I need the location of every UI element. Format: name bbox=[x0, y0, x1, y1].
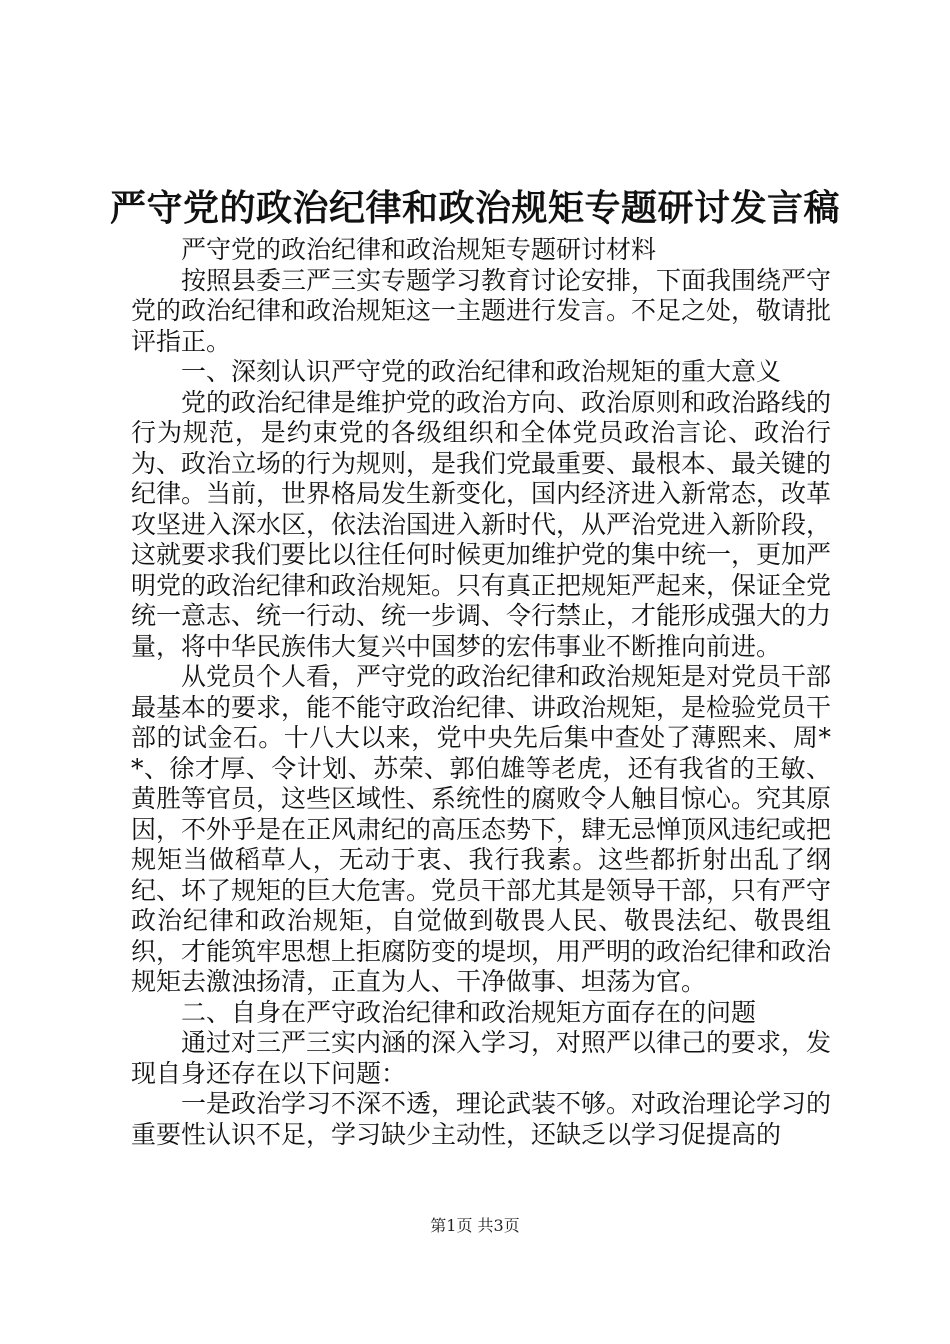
paragraph: 按照县委三严三实专题学习教育讨论安排，下面我围绕严守党的政治纪律和政治规矩这一主题进行发言。不足之处，敬请批评指正。 bbox=[131, 265, 832, 356]
section-heading: 二、自身在严守政治纪律和政治规矩方面存在的问题 bbox=[181, 997, 757, 1027]
paragraph: 从党员个人看，严守党的政治纪律和政治规矩是对党员干部最基本的要求，能不能守政治纪律、讲政治规矩，是检验党员干部的试金石。十八大以来，党中央先后集中查处了薄熙来、周**、徐才厚、令计划、苏荣、郭伯雄等老虎，还有我省的王敏、黄胜等官员，这些区域性、系统性的腐败令人触目惊心。究其原因，不外乎是在正风肃纪的高压态势下，肆无忌惮顶风违纪或把规矩当做稻草人，无动于衷、我行我素。这些都折射出乱了纲纪、坏了规矩的巨大危害。党员干部尤其是领导干部，只有严守政治纪律和政治规矩，自觉做到敬畏人民、敬畏法纪、敬畏组织，才能筑牢思想上拒腐防变的堤坝，用严明的政治纪律和政治规矩去激浊扬清，正直为人、干净做事、坦荡为官。 bbox=[131, 662, 832, 996]
section-heading: 一、深刻认识严守党的政治纪律和政治规矩的重大意义 bbox=[181, 357, 782, 386]
paragraph: 党的政治纪律是维护党的政治方向、政治原则和政治路线的行为规范，是约束党的各级组织和全体党员政治言论、政治行为、政治立场的行为规则，是我们党最重要、最根本、最关键的纪律。当前，世界格局发生新变化，国内经济进入新常态，改革攻坚进入深水区，依法治国进入新时代，从严治党进入新阶段，这就要求我们要比以往任何时候更加维护党的集中统一，更加严明党的政治纪律和政治规矩。只有真正把规矩严起来，保证全党统一意志、统一行动、统一步调、令行禁止，才能形成强大的力量，将中华民族伟大复兴中国梦的宏伟事业不断推向前进。 bbox=[131, 387, 832, 661]
document-title: 严守党的政治纪律和政治规矩专题研讨发言稿 bbox=[109, 187, 840, 229]
page-footer: 第1页 共3页 bbox=[430, 1216, 520, 1235]
paragraph: 一是政治学习不深不透，理论武装不够。对政治理论学习的重要性认识不足，学习缺少主动性，还缺乏以学习促提高的 bbox=[131, 1089, 832, 1149]
paragraph: 严守党的政治纪律和政治规矩专题研讨材料 bbox=[181, 235, 657, 264]
paragraph: 通过对三严三实内涵的深入学习，对照严以律己的要求，发现自身还存在以下问题： bbox=[131, 1028, 832, 1088]
document-body bbox=[131, 235, 831, 1150]
